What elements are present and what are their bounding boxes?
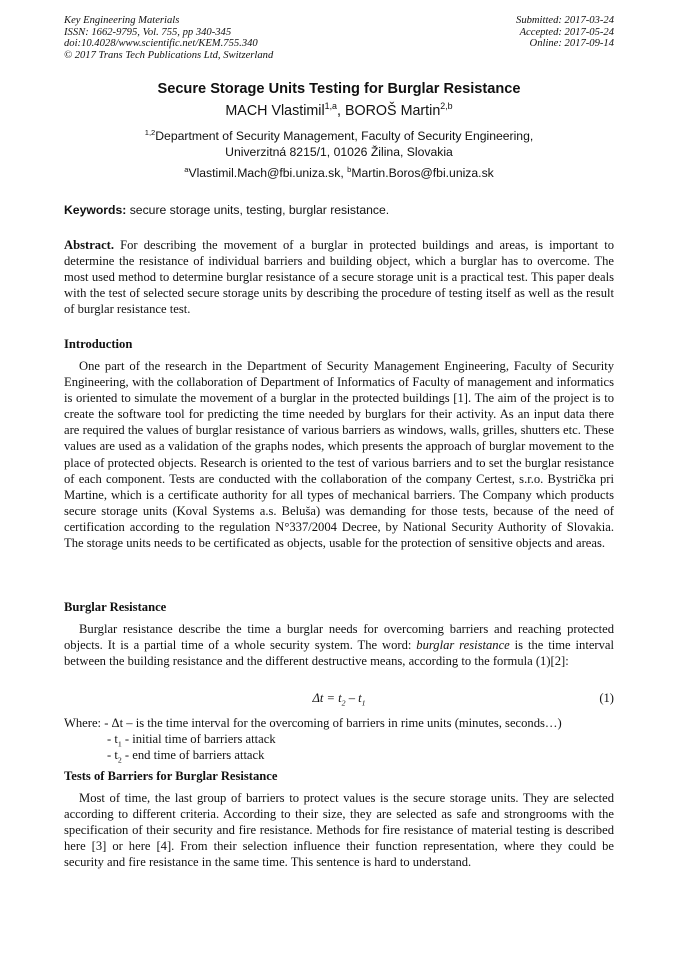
email-address[interactable]: Martin.Boros@fbi.uniza.sk <box>351 166 494 180</box>
accepted-date: Accepted: 2017-05-24 <box>519 26 614 38</box>
author-name: BOROŠ Martin <box>344 103 441 119</box>
paper-title: Secure Storage Units Testing for Burglar Resistance <box>157 81 521 97</box>
where-line: - $t_1$ - initial time of barriers attack <box>107 732 276 749</box>
burglar-resistance-paragraph <box>64 621 614 669</box>
journal-header-left <box>64 15 273 61</box>
introduction-paragraph: One part of the research in the Department of Security Management Engineering, Faculty of Security Engineering, with the collaboration of Department of Informatics of Faculty of management and informatics is oriented to simulate the movement of a burglar in the protected buildings [1]. The aim of the project is to create the software tool for predicting the time needed by burglars for their activity. As an input data there are required the values of burglar resistance of various barriers as windows, walls, grilles, shutters etc. These values are used as a validation of the graphs nodes, which presents the approach of burglar movement to the place of protected objects. Research is oriented to the test of various barriers and to set the burglar resistance of each component. Tests are conducted with the collaboration of the company Certest, s.r.o. Bystrička pri Martine, which is a certificate authority for all types of mechanical barriers. The Company which products secure storage units (Koval Systems a.s. Beluša) was demanding for those tests, because of the need of certification according to the regulation N°337/2004 Decree, by National Security Authority of Slovakia. The storage units needs to be certificated as objects, usable for the protection of sensitive objects and areas. <box>64 359 614 551</box>
formula-lhs: Δt <box>312 691 324 705</box>
author-name: MACH Vlastimil <box>225 103 325 119</box>
email-mark: a <box>184 164 189 174</box>
section-heading-tests-of-barriers: Tests of Barriers for Burglar Resistance <box>64 769 278 783</box>
affiliation-line: Univerzitná 8215/1, 01026 Žilina, Slovakia <box>225 145 453 159</box>
author-emails <box>0 166 678 180</box>
keywords <box>64 203 614 217</box>
paragraph-text: is the time interval between the building resistance and the different destructive means, according to the formula (1)[2]: <box>64 638 614 669</box>
affiliation-mark: 1,2 <box>144 127 156 137</box>
formula-minus: – <box>345 691 359 705</box>
abstract-text: For describing the movement of a burglar in protected buildings and areas, is important to determine the resistance of individual barriers and building object, which a burglar has to overcome. The most used method to determine burglar resistance of a secure storage unit is a practical test. This paper deals with the test of selected secure storage units by describing the procedure of testing itself as well as the result of burglar resistance test. <box>64 238 614 317</box>
section-heading-introduction: Introduction <box>64 337 133 351</box>
author-list <box>0 103 678 119</box>
online-date: Online: 2017-09-14 <box>529 38 614 50</box>
where-line: Where: - Δt – is the time interval for the overcoming of barriers in rime units (minutes, seconds…) <box>64 716 562 730</box>
affiliation <box>0 128 678 160</box>
submitted-date: Submitted: 2017-03-24 <box>516 15 614 26</box>
keywords-text: secure storage units, testing, burglar resistance. <box>126 203 390 217</box>
journal-header-right <box>516 15 614 50</box>
formula-t2: t <box>338 691 342 705</box>
formula-number: (1) <box>599 691 614 705</box>
where-definitions <box>64 715 614 763</box>
issn-line: ISSN: 1662-9795, Vol. 755, pp 340-345 <box>64 26 232 38</box>
where-line: - $t_2$ - end time of barriers attack <box>107 748 265 765</box>
paragraph-text: Burglar resistance describe the time a burglar needs for overcoming barriers and reaching protected objects. It is a partial time of a whole security system. The word: <box>64 622 614 653</box>
copyright-line: © 2017 Trans Tech Publications Ltd, Switzerland <box>64 49 274 61</box>
email-separator: , <box>340 166 348 180</box>
affiliation-line: Department of Security Management, Faculty of Security Engineering, <box>155 129 534 143</box>
formula-sub: 2 <box>341 698 346 708</box>
author-separator: , <box>337 103 345 119</box>
journal-name: Key Engineering Materials <box>64 15 180 26</box>
author-affiliation-mark: 2,b <box>440 101 453 112</box>
formula-t1: t <box>358 691 362 705</box>
formula-1 <box>0 691 678 706</box>
doi-line: doi:10.4028/www.scientific.net/KEM.755.340 <box>64 38 258 50</box>
email-mark: b <box>347 164 352 174</box>
formula-eq: = <box>323 691 339 705</box>
tests-of-barriers-paragraph: Most of time, the last group of barriers to protect values is the secure storage units. They are selected according to different criteria. According to their size, they are selected as safe and strongrooms with the specification of their security and fire resistance. Methods for fire resistance of material testing is described here [3] or here [4]. From their selection influence their function representation, where they could be security and fire resistance in the same time. This sentence is hard to understand. <box>64 791 614 870</box>
abstract-label: Abstract. <box>64 238 115 252</box>
formula-sub: 1 <box>361 698 366 708</box>
keywords-label: Keywords: <box>64 203 127 217</box>
email-address[interactable]: Vlastimil.Mach@fbi.uniza.sk <box>188 166 341 180</box>
abstract <box>64 237 614 317</box>
italic-term: burglar resistance <box>416 638 510 653</box>
section-heading-burglar-resistance: Burglar Resistance <box>64 600 167 614</box>
author-affiliation-mark: 1,a <box>324 101 337 112</box>
